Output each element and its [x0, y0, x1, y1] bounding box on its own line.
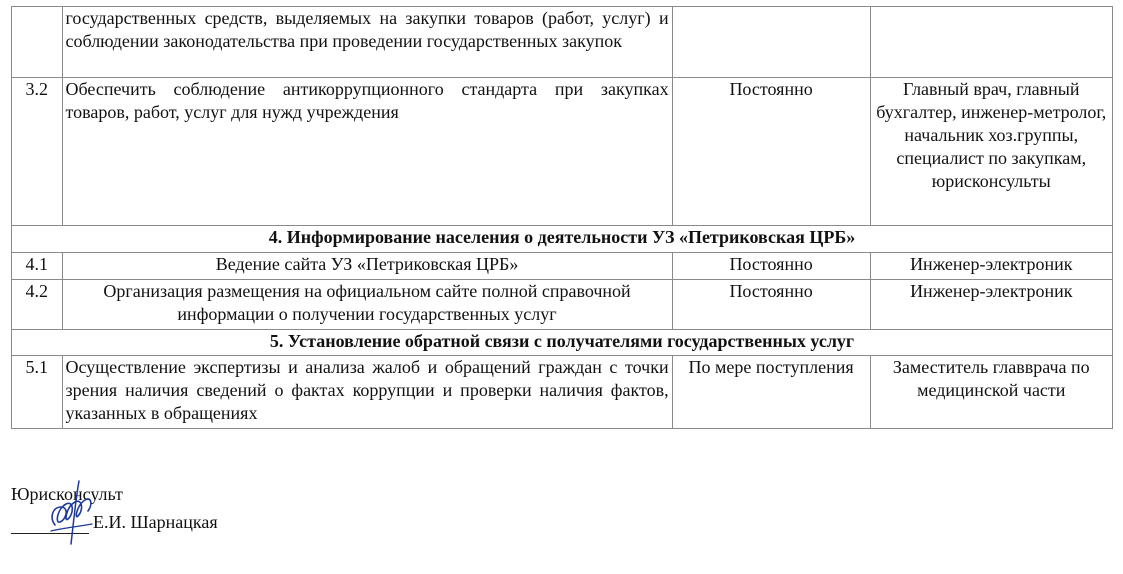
item-term: По мере поступления [672, 356, 870, 429]
table-row [12, 280, 1113, 330]
item-responsible: Заместитель главврача по медицинской части [870, 356, 1112, 429]
item-responsible: Инженер-электроник [870, 280, 1112, 330]
item-number [12, 7, 63, 78]
section-title: 4. Информирование населения о деятельности УЗ «Петриковская ЦРБ» [12, 226, 1113, 253]
item-number: 3.2 [12, 78, 63, 226]
plan-table [11, 6, 1113, 429]
item-responsible [870, 7, 1112, 78]
item-number: 4.2 [12, 280, 63, 330]
item-term [672, 7, 870, 78]
table-row [12, 356, 1113, 429]
signatory-position: Юрисконсульт [11, 484, 123, 504]
item-task: Осуществление экспертизы и анализа жалоб и обращений граждан с точки зрения наличия сведений о фактах коррупции и проверки наличия фактов, указанных в обращениях [62, 356, 672, 429]
item-task: Организация размещения на официальном сайте полной справочной информации о получении государственных услуг [62, 280, 672, 330]
item-term: Постоянно [672, 253, 870, 280]
item-number: 4.1 [12, 253, 63, 280]
section-header-row [12, 330, 1113, 356]
table-row [12, 253, 1113, 280]
table-row [12, 78, 1113, 226]
signatory-name: Е.И. Шарнацкая [93, 512, 218, 532]
handwritten-signature [45, 473, 97, 553]
table-row [12, 7, 1113, 78]
item-number: 5.1 [12, 356, 63, 429]
item-responsible: Инженер-электроник [870, 253, 1112, 280]
item-responsible: Главный врач, главный бухгалтер, инженер-метролог, начальник хоз.группы, специалист по закупкам, юрисконсульты [870, 78, 1112, 226]
item-task: Ведение сайта УЗ «Петриковская ЦРБ» [62, 253, 672, 280]
signature-block [11, 483, 218, 532]
section-header-row [12, 226, 1113, 253]
item-task: Обеспечить соблюдение антикоррупционного стандарта при закупках товаров, работ, услуг для нужд учреждения [62, 78, 672, 226]
item-term: Постоянно [672, 280, 870, 330]
signature-line [11, 511, 218, 534]
item-task: государственных средств, выделяемых на закупки товаров (работ, услуг) и соблюдении законодательства при проведении государственных закупок [62, 7, 672, 78]
section-title: 5. Установление обратной связи с получателями государственных услуг [12, 330, 1113, 356]
item-term: Постоянно [672, 78, 870, 226]
